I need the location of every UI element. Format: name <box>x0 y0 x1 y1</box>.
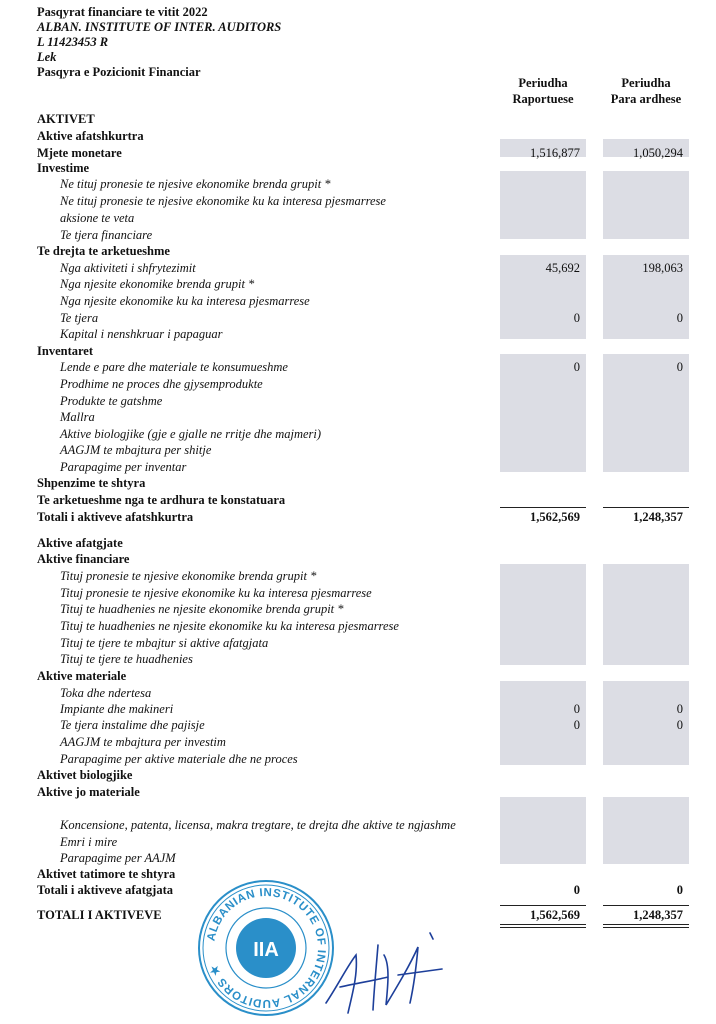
row-label: Aktive jo materiale <box>37 785 140 799</box>
statement-row <box>0 585 716 602</box>
value-current-period: 45,692 <box>545 261 580 275</box>
row-label: Impiante dhe makineri <box>60 702 174 716</box>
statement-row <box>0 193 716 210</box>
statement-row <box>0 685 716 702</box>
statement-row <box>0 459 716 476</box>
row-label: Koncensione, patenta, licensa, makra tregtare, te drejta dhe aktive te ngjashme <box>60 818 456 832</box>
statement-row <box>0 243 716 260</box>
row-label: Shpenzime te shtyra <box>37 476 146 490</box>
row-label: Parapagime per inventar <box>60 460 187 474</box>
value-previous-period: 0 <box>676 883 683 897</box>
statement-row <box>0 227 716 244</box>
value-current-period: 0 <box>573 702 580 716</box>
row-label: Prodhime ne proces dhe gjysemprodukte <box>60 377 263 391</box>
statement-row <box>0 293 716 310</box>
currency: Lek <box>37 50 57 64</box>
row-label: Kapital i nenshkruar i papaguar <box>60 327 223 341</box>
svg-text:ALBANIAN INSTITUTE OF INTERNAL: ALBANIAN INSTITUTE OF INTERNAL AUDITORS ★ <box>205 886 328 1010</box>
value-previous-period: 0 <box>676 702 683 716</box>
row-label: Totali i aktiveve afatgjata <box>37 883 173 897</box>
rule-total-previous-under2 <box>603 927 689 928</box>
statement-row <box>0 751 716 768</box>
row-label: Parapagime per AAJM <box>60 851 176 865</box>
statement-row <box>0 442 716 459</box>
row-label: Nga njesite ekonomike ku ka interesa pjesmarrese <box>60 294 310 308</box>
statement-row <box>0 393 716 410</box>
report-title: Pasqyrat financiare te vitit 2022 <box>37 5 208 19</box>
statement-row <box>0 767 716 784</box>
statement-row <box>0 551 716 568</box>
row-label: Tituj te huadhenies ne njesite ekonomike brenda grupit * <box>60 602 344 616</box>
statement-row <box>0 359 716 376</box>
statement-row <box>0 509 716 526</box>
value-previous-period: 1,248,357 <box>633 908 683 922</box>
statement-row <box>0 635 716 652</box>
rule-total-current-under2 <box>500 927 586 928</box>
statement-row <box>0 210 716 227</box>
statement-row <box>0 734 716 751</box>
statement-row <box>0 260 716 277</box>
statement-row <box>0 651 716 668</box>
row-label: Tituj te huadhenies ne njesite ekonomike ku ka interesa pjesmarrese <box>60 619 399 633</box>
value-current-period: 1,562,569 <box>530 510 580 524</box>
row-label: Produkte te gatshme <box>60 394 163 408</box>
row-label: AAGJM te mbajtura per shitje <box>60 443 212 457</box>
row-label: Mallra <box>60 410 95 424</box>
rule-total-previous <box>603 905 689 906</box>
row-label: Tituj pronesie te njesive ekonomike ku ka interesa pjesmarrese <box>60 586 372 600</box>
entity-nipt: L 11423453 R <box>37 35 109 49</box>
statement-row <box>0 701 716 718</box>
statement-row <box>0 568 716 585</box>
statement-row <box>0 176 716 193</box>
statement-row <box>0 475 716 492</box>
row-label: Tituj te tjere te huadhenies <box>60 652 193 666</box>
statement-row <box>0 866 716 883</box>
value-previous-period: 198,063 <box>642 261 683 275</box>
statement-row <box>0 376 716 393</box>
statement-row <box>0 717 716 734</box>
svg-text:IIA: IIA <box>253 939 279 961</box>
value-current-period: 0 <box>573 718 580 732</box>
row-label: Te tjera instalime dhe pajisje <box>60 718 205 732</box>
row-label: Aktivet tatimore te shtyra <box>37 867 176 881</box>
statement-row <box>0 326 716 343</box>
row-label: Te arketueshme nga te ardhura te konstatuara <box>37 493 286 507</box>
rule-total-previous-under1 <box>603 924 689 925</box>
statement-row <box>0 276 716 293</box>
row-label: Tituj pronesie te njesive ekonomike brenda grupit * <box>60 569 317 583</box>
row-label: Ne tituj pronesie te njesive ekonomike ku ka interesa pjesmarrese <box>60 194 386 208</box>
statement-name: Pasqyra e Pozicionit Financiar <box>37 65 201 79</box>
row-label: Nga njesite ekonomike brenda grupit * <box>60 277 255 291</box>
row-label: TOTALI I AKTIVEVE <box>37 908 162 922</box>
row-label: Te tjera <box>60 311 99 325</box>
row-label: AKTIVET <box>37 112 95 126</box>
column-header-current: Periudha Raportuese <box>512 76 574 106</box>
row-label: Emri i mire <box>60 835 118 849</box>
statement-row <box>0 817 716 834</box>
statement-row <box>0 850 716 867</box>
statement-row <box>0 784 716 801</box>
statement-row <box>0 882 716 899</box>
row-label: Inventaret <box>37 344 94 358</box>
value-current-period: 0 <box>573 883 580 897</box>
row-label: Aktivet biologjike <box>37 768 133 782</box>
statement-row <box>0 343 716 360</box>
row-label: Te drejta te arketueshme <box>37 244 170 258</box>
statement-row <box>0 907 716 924</box>
row-label: Toka dhe ndertesa <box>60 686 152 700</box>
statement-row <box>0 426 716 443</box>
statement-row <box>0 409 716 426</box>
rule-total-current <box>500 905 586 906</box>
value-current-period: 0 <box>573 311 580 325</box>
statement-row <box>0 618 716 635</box>
row-label: Ne tituj pronesie te njesive ekonomike brenda grupit * <box>60 177 331 191</box>
row-label: Lende e pare dhe materiale te konsumueshme <box>60 360 288 374</box>
institute-stamp-seal <box>196 878 336 1018</box>
statement-row <box>0 834 716 851</box>
value-current-period: 1,562,569 <box>530 908 580 922</box>
row-label: Aktive materiale <box>37 669 127 683</box>
statement-row <box>0 492 716 509</box>
row-label: AAGJM te mbajtura per investim <box>60 735 226 749</box>
statement-row <box>0 128 716 145</box>
value-current-period: 1,516,877 <box>530 146 580 160</box>
row-label: Aktive financiare <box>37 552 130 566</box>
value-previous-period: 0 <box>676 311 683 325</box>
statement-row <box>0 535 716 552</box>
row-label: Aktive biologjike (gje e gjalle ne rritje dhe majmeri) <box>60 427 322 441</box>
value-current-period: 0 <box>573 360 580 374</box>
row-label: Te tjera financiare <box>60 228 153 242</box>
row-label: Aktive afatshkurtra <box>37 129 144 143</box>
row-label: Investime <box>37 161 90 175</box>
column-header-previous: Periudha Para ardhese <box>610 76 682 106</box>
signature <box>318 925 448 1020</box>
value-previous-period: 1,050,294 <box>633 146 683 160</box>
rule-total-current-under1 <box>500 924 586 925</box>
row-label: Totali i aktiveve afatshkurtra <box>37 510 194 524</box>
row-label: Tituj te tjere te mbajtur si aktive afatgjata <box>60 636 269 650</box>
row-label: Nga aktiviteti i shfrytezimit <box>60 261 196 275</box>
statement-row <box>0 310 716 327</box>
row-label: Parapagime per aktive materiale dhe ne proces <box>60 752 298 766</box>
statement-row <box>0 160 716 177</box>
row-label: aksione te veta <box>60 211 135 225</box>
row-label: Aktive afatgjate <box>37 536 123 550</box>
row-label: Mjete monetare <box>37 146 122 160</box>
entity-name: ALBAN. INSTITUTE OF INTER. AUDITORS <box>37 20 282 34</box>
statement-row <box>0 601 716 618</box>
value-previous-period: 0 <box>676 360 683 374</box>
statement-row <box>0 668 716 685</box>
value-previous-period: 0 <box>676 718 683 732</box>
statement-row <box>0 111 716 128</box>
value-previous-period: 1,248,357 <box>633 510 683 524</box>
